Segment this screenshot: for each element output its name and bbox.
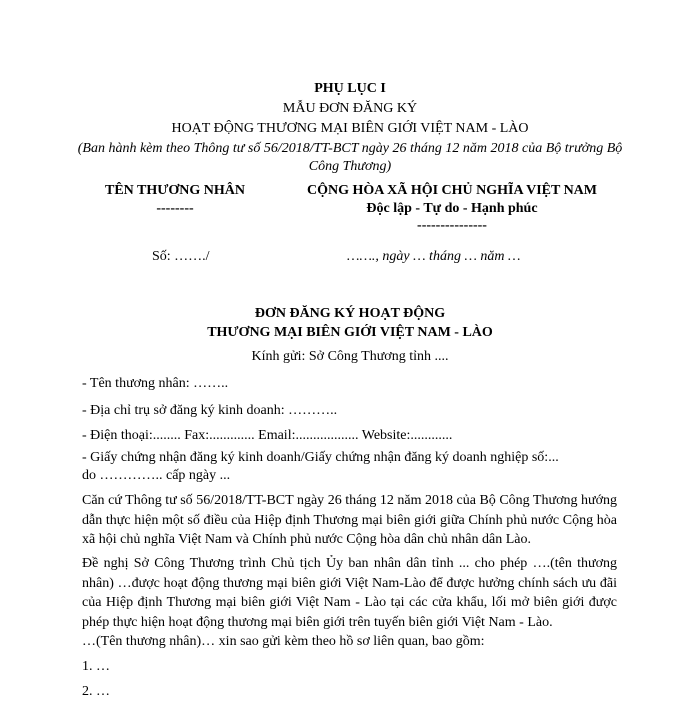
appendix-note-line-1: (Ban hành kèm theo Thông tư số 56/2018/TT-BCT ngày 26 tháng 12 năm 2018 của Bộ trưởng Bộ <box>77 141 623 156</box>
trader-name-heading: TÊN THƯƠNG NHÂN <box>104 183 245 198</box>
appendix-subtitle-1: MẪU ĐƠN ĐĂNG KÝ <box>282 101 418 116</box>
national-motto: Độc lập - Tự do - Hạnh phúc <box>366 201 538 216</box>
form-title-1: ĐƠN ĐĂNG KÝ HOẠT ĐỘNG <box>254 306 446 321</box>
appendix-title: PHỤ LỤC I <box>314 81 386 96</box>
field-certificate-line-2: do ………….. cấp ngày ... <box>82 468 231 483</box>
field-trader-name: - Tên thương nhân: …….. <box>82 376 229 391</box>
appendix-note-line-2: Công Thương) <box>308 159 392 174</box>
appendix-subtitle-2: HOẠT ĐỘNG THƯƠNG MẠI BIÊN GIỚI VIỆT NAM - LÀO <box>171 121 529 136</box>
legal-basis-paragraph: Căn cứ Thông tư số 56/2018/TT-BCT ngày 26 tháng 12 năm 2018 của Bộ Công Thương hướng dẫn thực hiện một số điều của Hiệp định Thương mại biên giới giữa Chính phủ nước Cộng hòa xã hội chủ nghĩa Việt Nam và Chính phủ nước Cộng hòa dân chủ nhân dân Lào. <box>82 493 617 547</box>
field-business-address: - Địa chỉ trụ sở đăng ký kinh doanh: ……….. <box>82 403 338 418</box>
republic-heading: CỘNG HÒA XÃ HỘI CHỦ NGHĨA VIỆT NAM <box>306 183 597 198</box>
addressee: Kính gửi: Sở Công Thương tỉnh .... <box>251 349 449 364</box>
request-paragraph: Đề nghị Sở Công Thương trình Chủ tịch Ủy ban nhân dân tỉnh ... cho phép ….(tên thương nhân) …được hoạt động thương mại biên giới Việt Nam-Lào để được hưởng chính sách ưu đãi của Hiệp định Thương mại biên giới Việt Nam - Lào tại các cửa khẩu, lối mở biên giới được phép thực hiện hoạt động thương mại biên giới trên tuyến biên giới Việt Nam - Lào. <box>82 556 617 630</box>
field-certificate-line-1: - Giấy chứng nhận đăng ký kinh doanh/Giấy chứng nhận đăng ký doanh nghiệp số:... <box>82 450 559 465</box>
document-date: ……., ngày … tháng … năm … <box>347 249 521 264</box>
motto-divider: --------------- <box>417 218 487 233</box>
enclosure-item: 1. … <box>82 659 110 674</box>
trader-name-divider: -------- <box>156 201 194 216</box>
field-contact-info: - Điện thoại:........ Fax:............. Email:.................. Website:............ <box>82 428 453 443</box>
form-title-2: THƯƠNG MẠI BIÊN GIỚI VIỆT NAM - LÀO <box>207 325 493 340</box>
enclosure-item: 2. … <box>82 684 110 699</box>
document-number: Số: ……./ <box>152 249 210 264</box>
enclosure-intro: …(Tên thương nhân)… xin sao gửi kèm theo hồ sơ liên quan, bao gồm: <box>82 634 485 649</box>
